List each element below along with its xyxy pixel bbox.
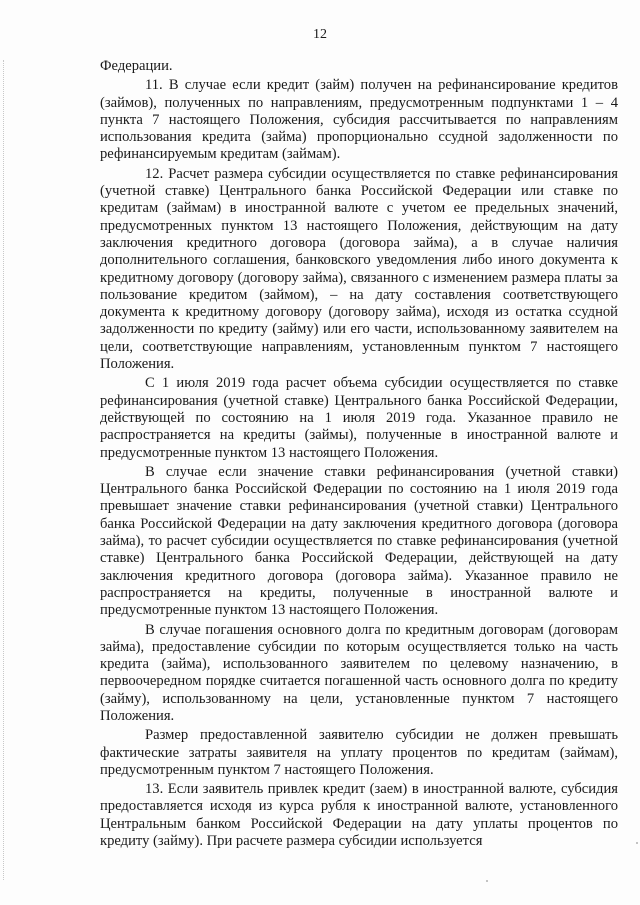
scan-speck bbox=[636, 842, 638, 844]
paragraph-item-12: 12. Расчет размера субсидии осуществляется по ставке рефинансирования (учетной ставке) Центрального банка Российской Федерации или ставке по кредитам (займам) в иностранной валюте с учетом ее предельных значений, предусмотренных пунктом 13 настоящего Положения, действующим на дату заключения кредитного договора (договора займа), а в случае наличия дополнительного соглашения, банковского уведомления либо иного документа к кредитному договору (договору займа), связанного с изменением размера платы за пользование кредитом (займом), – на дату составления соответствующего документа к кредитному договору (договору займа), исходя из остатка ссудной задолженности по кредиту (займу) или его части, использованному заявителем на цели, соответствующие направлениям, установленным пунктом 7 настоящего Положения. bbox=[100, 165, 618, 373]
scan-speck bbox=[486, 880, 488, 882]
paragraph-continuation: Федерации. bbox=[100, 58, 173, 74]
paragraph-rate-exceeds: В случае если значение ставки рефинансирования (учетной ставки) Центрального банка Российской Федерации по состоянию на 1 июля 2019 года превышает значение ставки рефинансирования (учетной ставки) Центрального банка Российской Федерации на дату заключения кредитного договора (договора займа), то расчет субсидии осуществляется по ставке рефинансирования (учетной ставке) Центрального банка Российской Федерации, действующей на дату заключения кредитного договора (договора займа). Указанное правило не распространяется на кредиты, полученные в иностранной валюте и предусмотренные пунктом 13 настоящего Положения. bbox=[100, 463, 618, 619]
page-number: 12 bbox=[313, 27, 327, 42]
paragraph-item-11: 11. В случае если кредит (займ) получен на рефинансирование кредитов (займов), полученных по направлениям, предусмотренным подпунктами 1 – 4 пункта 7 настоящего Положения, субсидия рассчитывается по направлениям использования кредита (займа) пропорционально ссудной задолженности по рефинансируемым кредитам (займам). bbox=[100, 77, 618, 163]
paragraph-subsidy-limit: Размер предоставленной заявителю субсидии не должен превышать фактические затраты заявителя на уплату процентов по кредитам (займам), предусмотренным пунктом 7 настоящего Положения. bbox=[100, 727, 618, 778]
paragraph-debt-repayment: В случае погашения основного долга по кредитным договорам (договорам займа), предоставление субсидии по которым осуществляется только на часть кредита (займа), использованного заявителем по целевому назначению, в первоочередном порядке считается погашенной часть основного долга по кредиту (займу), использованному на цели, установленные пунктом 7 настоящего Положения. bbox=[100, 621, 618, 724]
document-body bbox=[100, 58, 618, 850]
paragraph-item-13: 13. Если заявитель привлек кредит (заем) в иностранной валюте, субсидия предоставляется исходя из курса рубля к иностранной валюте, установленного Центральным банком Российской Федерации на дату уплаты процентов по кредиту (займу). При расчете размера субсидии используется bbox=[100, 781, 618, 850]
paragraph-rate-july-2019: С 1 июля 2019 года расчет объема субсидии осуществляется по ставке рефинансирования (учетной ставке) Центрального банка Российской Федерации, действующей по состоянию на 1 июля 2019 года. Указанное правило не распространяется на кредиты (займы), полученные в иностранной валюте и предусмотренные пунктом 13 настоящего Положения. bbox=[100, 375, 618, 461]
scan-margin-artifact bbox=[3, 60, 6, 880]
